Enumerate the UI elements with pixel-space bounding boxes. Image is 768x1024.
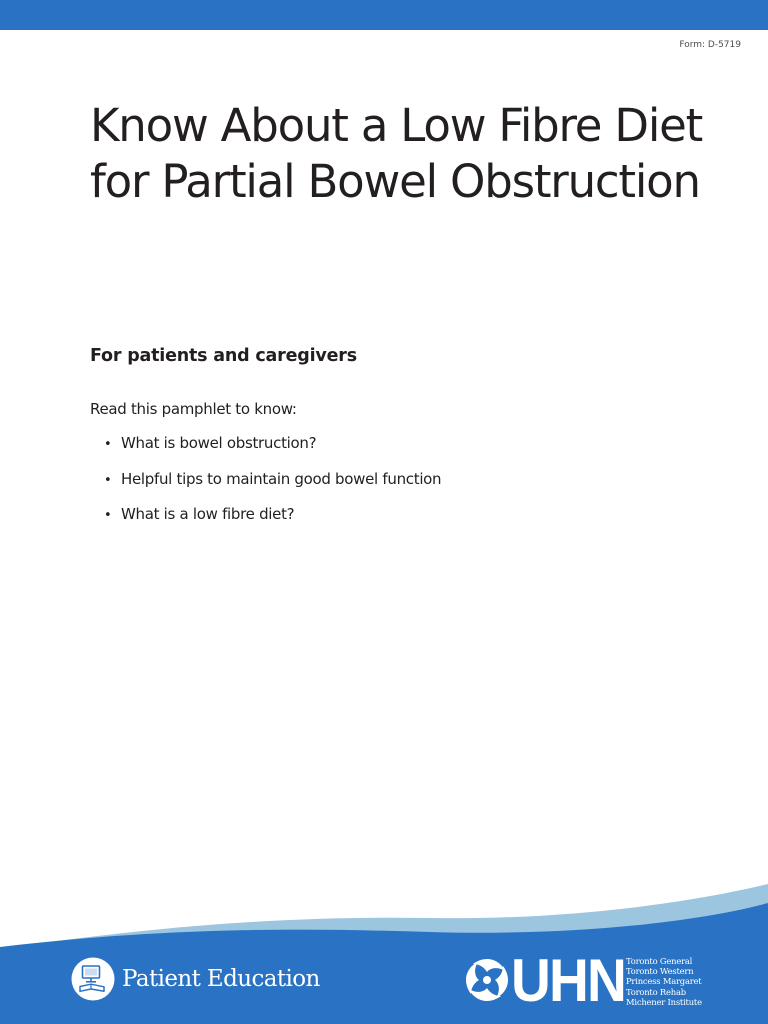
site-name: Toronto General: [626, 956, 693, 966]
computer-and-book-icon: [71, 957, 115, 1001]
site-name: Toronto Rehab: [626, 986, 686, 997]
list-item: [104, 433, 441, 469]
form-number: Form: D-5719: [679, 40, 741, 50]
patient-education-label: Patient Education: [122, 966, 320, 992]
uhn-wordmark: UHN: [511, 947, 626, 1014]
bullet-icon: •: [104, 437, 112, 452]
top-color-bar: [0, 0, 768, 30]
title-line-1: Know About a Low Fibre Diet: [90, 99, 703, 152]
list-item-text: What is a low fibre diet?: [121, 505, 295, 523]
page-title: [90, 98, 740, 210]
bullet-icon: •: [104, 508, 112, 523]
audience-heading: For patients and caregivers: [90, 346, 357, 366]
site-name: Toronto Western: [626, 966, 694, 977]
title-line-2: for Partial Bowel Obstruction: [90, 155, 700, 208]
list-item-text: What is bowel obstruction?: [121, 434, 317, 452]
uhn-sites-list: [626, 956, 702, 1007]
site-name: Princess Margaret: [626, 976, 702, 987]
topics-list: [104, 433, 441, 540]
list-item: [104, 469, 441, 505]
list-item-text: Helpful tips to maintain good bowel function: [121, 469, 442, 488]
list-item: [104, 504, 441, 540]
uhn-swirl-logo-icon: [464, 957, 510, 1003]
intro-text: Read this pamphlet to know:: [90, 400, 297, 418]
site-name: Michener Institute: [626, 996, 702, 1007]
bullet-icon: •: [104, 472, 112, 488]
